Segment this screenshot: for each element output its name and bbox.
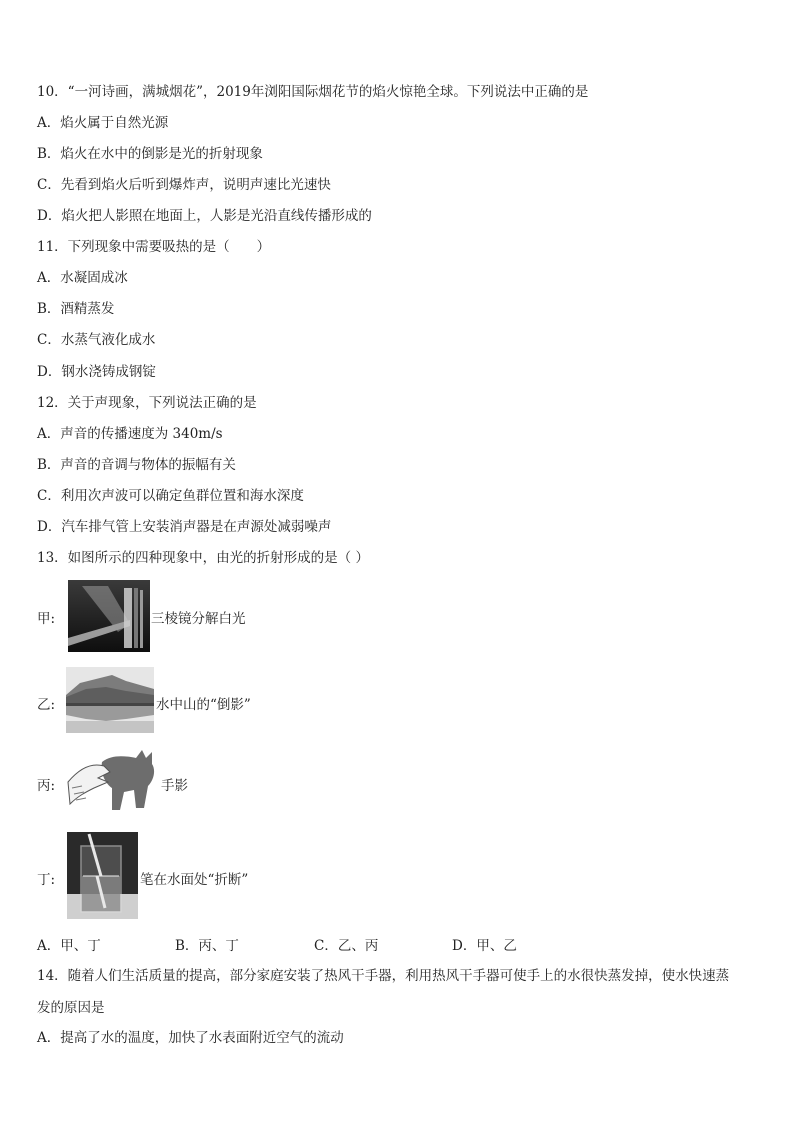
q11-option-b: B．酒精蒸发	[37, 301, 115, 317]
q14-stem-line1: 14．随着人们生活质量的提高，部分家庭安装了热风干手器，利用热风干手器可使手上的水很快蒸发掉，使水快速蒸	[37, 968, 730, 984]
q12-stem: 12．关于声现象，下列说法正确的是	[37, 395, 257, 411]
figure-caption-ding: 笔在水面处“折断”	[140, 872, 249, 888]
figure-label-jia: 甲:	[37, 611, 56, 627]
q10-option-a: A．焰火属于自然光源	[37, 115, 169, 131]
q10-option-c: C．先看到焰火后听到爆炸声，说明声速比光速快	[37, 177, 331, 193]
q14-option-a: A．提高了水的温度，加快了水表面附近空气的流动	[37, 1030, 344, 1046]
q12-option-d: D．汽车排气管上安装消声器是在声源处减弱噪声	[37, 519, 332, 535]
q10-option-d: D．焰火把人影照在地面上，人影是光沿直线传播形成的	[37, 208, 372, 224]
hand-shadow-photo	[64, 748, 158, 814]
figure-caption-bing: 手影	[161, 778, 188, 794]
figure-caption-jia: 三棱镜分解白光	[151, 611, 246, 627]
q13-option-a: A．甲、丁	[37, 938, 101, 954]
q11-option-d: D．钢水浇铸成钢锭	[37, 364, 156, 380]
q10-option-b: B．焰火在水中的倒影是光的折射现象	[37, 146, 263, 162]
q13-option-d: D．甲、乙	[452, 938, 517, 954]
q13-options-row	[37, 934, 757, 954]
pencil-in-water-photo	[67, 832, 138, 919]
q10-stem: 10．“一河诗画，满城烟花”，2019年浏阳国际烟花节的焰火惊艳全球。下列说法中正确的是	[37, 84, 589, 100]
q13-option-c: C．乙、丙	[314, 938, 379, 954]
figure-label-ding: 丁:	[37, 872, 56, 888]
q12-option-b: B．声音的音调与物体的振幅有关	[37, 457, 236, 473]
prism-photo	[68, 580, 150, 652]
mountain-reflection-photo	[66, 667, 154, 733]
q12-option-c: C．利用次声波可以确定鱼群位置和海水深度	[37, 488, 304, 504]
q11-option-c: C．水蒸气液化成水	[37, 332, 156, 348]
figure-label-yi: 乙:	[37, 697, 56, 713]
figure-label-bing: 丙:	[37, 778, 56, 794]
q12-option-a: A．声音的传播速度为 340m/s	[37, 426, 223, 442]
q11-stem: 11．下列现象中需要吸热的是（ ）	[37, 239, 271, 255]
q13-stem: 13．如图所示的四种现象中，由光的折射形成的是（ ）	[37, 550, 369, 566]
q13-option-b: B．丙、丁	[175, 938, 239, 954]
figure-caption-yi: 水中山的“倒影”	[156, 697, 251, 713]
q11-option-a: A．水凝固成冰	[37, 270, 128, 286]
q14-stem-line2: 发的原因是	[37, 1000, 105, 1016]
